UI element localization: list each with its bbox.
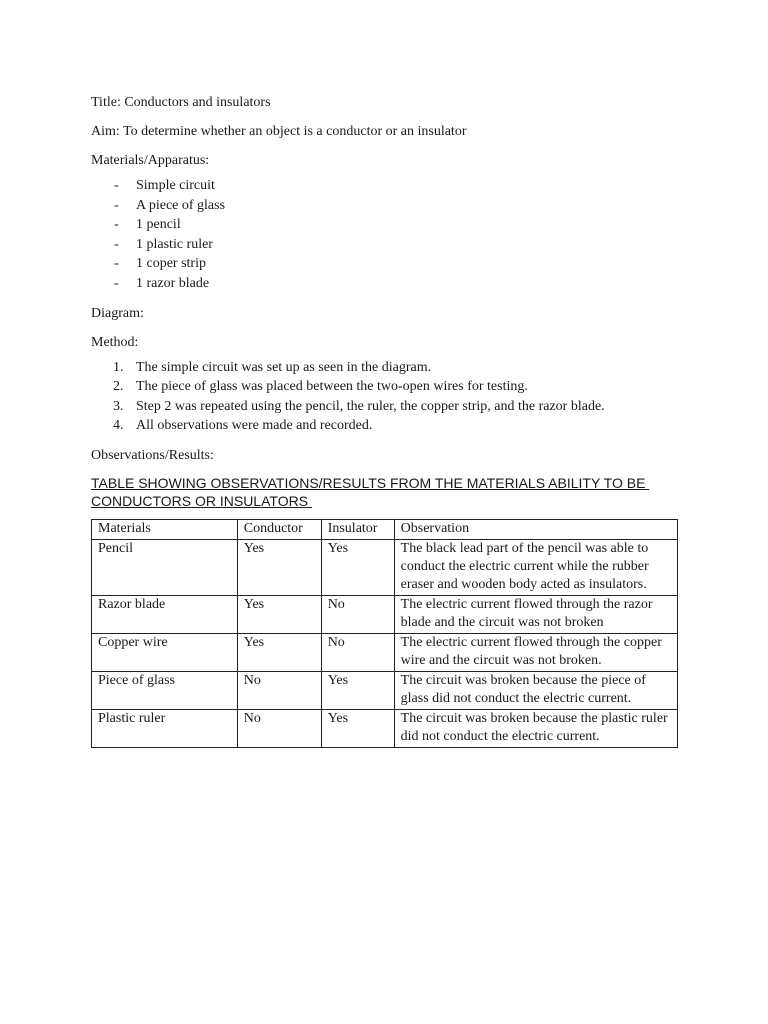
list-item <box>91 358 681 378</box>
material-item: 1 plastic ruler <box>136 236 213 252</box>
list-item <box>91 235 681 255</box>
step-number: 4. <box>113 418 124 434</box>
list-bullet: - <box>114 236 119 252</box>
method-list <box>91 358 681 436</box>
material-item: Simple circuit <box>136 178 215 193</box>
list-item <box>91 274 681 294</box>
list-item <box>91 397 681 417</box>
title-line: Title: Conductors and insulators <box>91 95 271 110</box>
table-cell: Piece of glass <box>92 671 238 709</box>
list-bullet: - <box>114 178 119 193</box>
table-cell: No <box>321 633 394 671</box>
table-cell: The electric current flowed through the copper wire and the circuit was not broken. <box>394 633 677 671</box>
table-cell: No <box>321 595 394 633</box>
document-page <box>91 94 681 748</box>
table-cell: Pencil <box>92 539 238 595</box>
step-number: 3. <box>113 398 124 414</box>
materials-heading: Materials/Apparatus: <box>91 153 210 168</box>
table-row <box>92 709 678 747</box>
observations-heading: Observations/Results: <box>91 447 214 463</box>
table-cell: The electric current flowed through the razor blade and the circuit was not broken <box>394 595 677 633</box>
step-text: The simple circuit was set up as seen in the diagram. <box>136 359 432 375</box>
materials-list <box>91 176 681 294</box>
table-header-cell: Materials <box>92 519 238 539</box>
material-item: 1 coper strip <box>136 256 206 272</box>
table-row <box>92 671 678 709</box>
table-cell: Plastic ruler <box>92 709 238 747</box>
material-item: 1 razor blade <box>136 275 210 291</box>
table-row <box>92 633 678 671</box>
table-cell: Yes <box>321 709 394 747</box>
list-item <box>91 416 681 436</box>
table-header-cell: Insulator <box>321 519 394 539</box>
step-text: Step 2 was repeated using the pencil, the ruler, the copper strip, and the razor blade. <box>136 398 605 414</box>
step-text: The piece of glass was placed between the two-open wires for testing. <box>136 379 528 395</box>
table-cell: Yes <box>237 539 321 595</box>
table-cell: No <box>237 709 321 747</box>
table-header-row <box>92 519 678 539</box>
list-item <box>91 196 681 216</box>
material-item: 1 pencil <box>136 217 181 233</box>
table-row <box>92 595 678 633</box>
observations-table <box>91 519 678 748</box>
table-cell: The circuit was broken because the piece of glass did not conduct the electric current. <box>394 671 677 709</box>
table-cell: Razor blade <box>92 595 238 633</box>
table-cell: Copper wire <box>92 633 238 671</box>
list-bullet: - <box>114 256 119 272</box>
list-bullet: - <box>114 275 119 291</box>
table-heading: TABLE SHOWING OBSERVATIONS/RESULTS FROM THE MATERIALS ABILITY TO BE CONDUCTORS OR INSULATORS <box>91 474 650 509</box>
table-cell: Yes <box>321 539 394 595</box>
table-cell: No <box>237 671 321 709</box>
list-item <box>91 254 681 274</box>
table-header-cell: Observation <box>394 519 677 539</box>
step-number: 1. <box>113 359 124 375</box>
list-bullet: - <box>114 217 119 233</box>
material-item: A piece of glass <box>136 197 226 213</box>
table-row <box>92 539 678 595</box>
table-cell: Yes <box>321 671 394 709</box>
method-heading: Method: <box>91 334 139 350</box>
step-text: All observations were made and recorded. <box>136 418 373 434</box>
diagram-heading: Diagram: <box>91 305 144 321</box>
aim-line: Aim: To determine whether an object is a conductor or an insulator <box>91 124 467 139</box>
table-cell: The circuit was broken because the plastic ruler did not conduct the electric current. <box>394 709 677 747</box>
step-number: 2. <box>113 379 124 395</box>
table-header-cell: Conductor <box>237 519 321 539</box>
table-cell: The black lead part of the pencil was able to conduct the electric current while the rubber eraser and wooden body acted as insulators. <box>394 539 677 595</box>
table-cell: Yes <box>237 633 321 671</box>
list-item <box>91 215 681 235</box>
list-item <box>91 377 681 397</box>
list-bullet: - <box>114 197 119 213</box>
list-item <box>91 176 681 196</box>
table-cell: Yes <box>237 595 321 633</box>
